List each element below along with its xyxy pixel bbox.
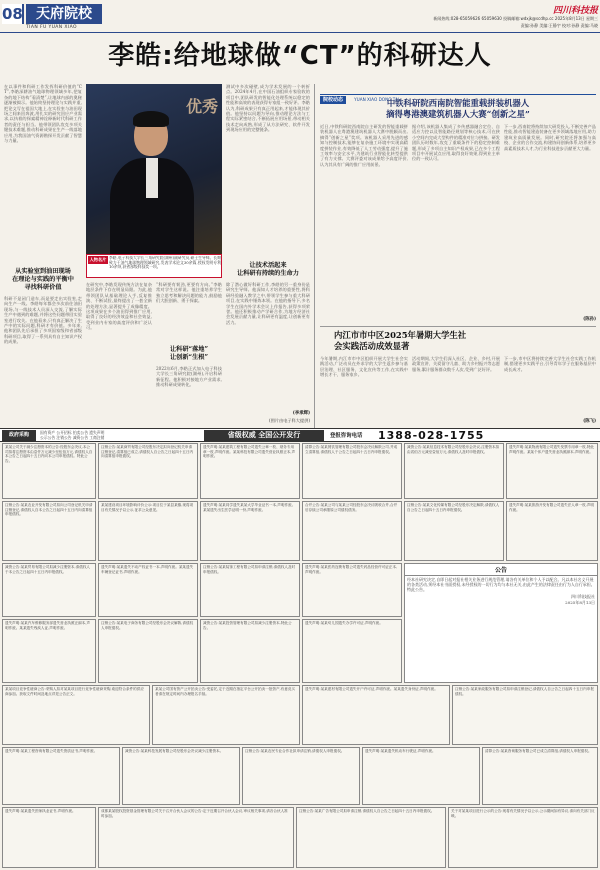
right-article-1-col3: 下一步,西南院将持续加大研发投入,不断完善产品性能,推动智能建造装备在更多领域落地应用,助力建筑业高质量发展。同时,研究院还将加强与高校、企业的合作交流,构建协同创新体系,培养更多高素质技术人才,为行业科技进步贡献更大力量。 [504,124,596,151]
section-title: 天府院校 [26,4,102,24]
editor-line: 新闻热线:028-65059626 65059630 投稿邮箱:wdxjk@scdhp.cc 2025年8月13日 星期三 [433,16,598,21]
photo-person-hair [133,111,169,127]
right-article-2-col1: 今年暑期,内江市市中区组织开展大学生社会实践活动,广泛动员在外求学的大学生返乡参与基层治理、社区服务、文化宣传等工作,在实践中增长才干、服务家乡。 [320,356,408,378]
classified-ad: 注销公告:某某商贸有限公司经股东决定拟向登记机关申请注销登记,清算组已成立,请债权人自公告之日起四十五日内向清算组申报债权。 [98,443,198,499]
paper-logo: 四川科技报 [552,6,598,16]
lead-col3b-text: 2022年6月,李皓正式加入电子科技大学长三角研究院(湖州),开启科研新征程。他积极对接地方产业需求,推动科研成果转化。 [156,366,222,388]
news-tag-label: 院校动态 [320,96,346,104]
classified-ad: 遗失声明:某某工程咨询有限公司遗失资质证书,声明作废。 [2,747,120,805]
lead-col2-text: 在研究中,李皓发现传统方法在复杂地层条件下存在明显局限。为此,他带领团队从基础理论入手,反复推演、不断试验,最终提出了一套全新的处理方法,显著提升了成像精度。这项成果在多个油田得到推广应用,取得了良好的经济效益和社会效益,受到业内专家的高度评价和广泛认可。 [86,282,152,331]
section-subtitle: TIAN FU YUAN XIAO [26,25,77,30]
ad-banner-left: 政府采购 [2,430,36,441]
ad-item: 公示公告 [40,435,56,441]
classified-ad: 遗失声明:某某幼儿园遗失办学许可证,声明作废。 [302,619,402,683]
ad-item: 工商注销 [89,435,105,441]
photo-person-shirt [146,158,158,198]
classified-ad: 遗失声明:某某建材有限公司遗失开户许可证,声明作废。某某遗失身份证,声明作废。 [302,685,450,745]
classified-ad: 某某公司国有资产公开拍卖公告:受委托,定于近期在指定平台公开拍卖一批资产,有意竞买者请在规定时间内办理报名手续。 [152,685,300,745]
profile-text: 李皓,电子科技大学长三角研究院(湖州)副研究员,硕士生导师。长期致力于油气地球物理领域研究,发表学术论文30余篇,授权发明专利10余项,获省部级科技奖一项。 [109,256,221,270]
classified-ad: 减资公告:某某信息技术有限公司经股东会决议,注册资本拟由贰佰万元减至壹佰万元,请债权人及时申报债权。 [404,443,504,499]
classified-ad: 遗失声明:某某遗失机动车行驶证,声明作废。 [362,747,480,805]
ad-item: 注销公告 [56,435,72,441]
notice-date: 2025年8月13日 [565,600,595,606]
ad-item: 减资公告 [72,435,88,441]
classified-ad: 清算公告:某某咨询服务有限公司已成立清算组,请债权人申报债权。 [482,747,598,805]
classified-ad: 某某项目竞争性磋商公告:采购人拟对某某项目进行竞争性磋商采购,欢迎符合条件的供应商参加。获取文件时间及地点详见公告正文。 [2,685,150,745]
classified-ad: 遗失声明:某某旅游开发有限公司遗失法人章一枚,声明作废。 [506,501,598,561]
notice-box [404,563,598,683]
ad-banner-phone-label: 登报咨询电话 [330,433,363,439]
classified-ad: 减资公告:某某投资管理有限公司拟减少注册资本,特此公告。 [200,619,300,683]
classified-ad: 关于对某某项目进行公示的公告:现将有关情况予以公示,公示期间如有异议,请向有关部门反映。 [448,807,598,868]
classified-ad: 遗失声明:某某汽车维修服务部遗失营业执照正副本,声明作废。某某遗失残疾人证,声明作废。 [2,619,96,683]
classified-ad: 注销公告:某某农民专业合作社拟申请注销,请债权人申报债权。 [242,747,360,805]
notice-org: 四川科技报社 [571,593,595,599]
news-tag-en: YUAN XIAO DONG TAI [354,97,400,102]
lead-photo-source: (图片由电子科大提供) [269,418,310,423]
ad-item: 拍卖公告 [72,430,88,435]
classified-grid [0,443,600,870]
ad-banner-middle: 省级权威 全国公开发行 [204,430,324,441]
editor-line-2: 责编:孙静 美编:王静宇 校对:孙静 责编:马晓 [520,23,598,28]
lead-byline: (李承辉) [292,411,310,416]
ad-item: 公开招标 [56,430,72,435]
right-credit-1: (陈孙) [583,317,596,322]
right-credit-2: (陈飞) [583,419,596,424]
profile-label: 人物名片 [89,257,107,262]
lead-col4b-text: 除了潜心做好科研工作,李皓的另一重身份是研究生导师。他深知人才培养的重要性,将科研经验融入教学之中,带领学生参与重大科研项目,在实践中锤炼本领。在他的指导下,多名学生在国内外学术会议上作报告,获得多项荣誉。他还积极推动产学研合作,为地方经济社会发展贡献力量,让科研更有温度,让创新更有活力。 [226,282,310,325]
classified-ad: 清算公告:某某餐饮管理有限公司股东会决议解散公司,并成立清算组,请债权人于公告之日起四十五日内申报债权。 [302,443,402,499]
lead-col1-text: 科研不是闭门造车,而是要走出实验室,走向生产一线。李皓每年都会多次前往油田现场,与一线技术人员深入交流,了解实际生产中遇到的难题,并将这些问题带回实验室进行攻关。在他看来,只有真正解决了生产中的实际问题,科研才有价值。多年来,他和团队先后承担了多项国家级和省部级科研项目,取得了一系列具有自主知识产权的成果。 [4,296,82,345]
lead-intro-text: 在以事件和科研工作发挥科研价值的“CT”,李皓深耕油气地球物理领域多年,把复杂的地下结构“看清楚”,让地球内部的奥秘逐渐被揭示。他始终坚持理论与实践并重,把论文写在祖国大地上,在实验室与油田现场之间来回奔波,用扎实的研究回应产业需求,以执着的探索精神诠释新时代科研工作者的责任与担当。他带领团队攻克多项关键技术难题,推动科研成果在生产一线落地应用,为我国油气资源勘探开发贡献了智慧与力量。 [4,84,82,144]
classified-ad: 合并公告:某某公司与某某公司经股东会决议吸收合并,合并后存续公司承继原公司债权债务。 [302,501,402,561]
subhead-lab-to-field: 从实验室到油田现场 在理论与实践的平衡中 寻找科研价值 [12,268,74,291]
news-tag [320,86,596,103]
photo-sign: 优秀 [186,97,219,116]
classified-ad: 注销公告:某某电子商务有限公司经股东会决议解散,请债权人申报债权。 [98,619,198,683]
classified-ad: 注销公告:某某农业开发有限公司拟向公司登记机关申请注销登记,请债权人自本公告之日起四十五日内向清算组申报债权。 [2,501,96,561]
ad-banner [0,428,600,442]
classified-ad: 注销公告:某某广告有限公司拟申请注销,请债权人自公告之日起四十五日内申报债权。 [296,807,446,868]
ad-banner-phone: 1388-028-1755 [378,429,485,442]
lead-photo [86,84,222,254]
lead-col4-text: 测试中多次碰壁,成为学术发展的一个转折点。2024年4月,在中国石油组织专家验收的项目中,团队研发的智能化处理系统以稳定的性能和高效的表现获得专家组一致好评。李皓认为,科研成果只有真正用起来,才能体现其价值。他坚持以问题为导向,推动理论方法与工程实际紧密结合,不断拓展应用场景,带动相关技术走向成熟,形成了从方法研究、软件开发到现场应用的完整链条。 [226,84,310,133]
classified-ad: 某某公司关于减少注册资本的公告:经股东会决议,本公司拟将注册资本由壹仟万元减少至伍佰万元,请债权人自本公告之日起四十五日内向本公司申报债权。特此公告。 [2,443,96,499]
right-article-2-col3: 下一步,市中区将持续完善大学生社会实践工作机制,搭建更多实践平台,引导青年学子在服务基层中成长成才。 [504,356,596,372]
classified-ad: 遗失声明:某某遗失不动产权证书一本,声明作废。某某遗失车辆登记证书,声明作废。 [98,563,198,617]
right-divider [320,326,596,327]
ad-item: 国有资产 [40,430,56,435]
masthead-rule [0,32,600,33]
classified-ad: 遗失声明:某某医药连锁有限公司遗失药品经营许可证正本,声明作废。 [302,563,402,617]
column-divider [314,84,315,428]
ad-banner-items [40,430,200,441]
right-article-2-col2: 活动期间,大学生们深入社区、企业、乡村,开展政策宣讲、关爱留守儿童、助力乡村振兴等志愿服务,累计服务群众数千人次,受到广泛好评。 [412,356,500,372]
classified-ad: 遗失声明:某某物流有限公司遗失发票专用章一枚,特此声明作废。某某个体户遗失营业执照副本,声明作废。 [506,443,598,499]
subhead-research-landing: 让科研“落地” 让创新“生根” [169,346,209,361]
classified-ad: 遗失声明:某某同学遗失某某大学毕业证书一本,声明作废。某某遗失出生医学证明一份,声明作废。 [200,501,300,561]
right-headline-2: 内江市市中区2025年暑期大学生社 会实践活动成效显著 [334,330,467,351]
masthead [0,0,600,34]
classified-ad: 减资公告:某某贸易有限公司拟减少注册资本,请债权人于本公告之日起四十五日内申报债权。 [2,563,96,617]
classified-ad: 遗失声明:某某遗失医师执业证书,声明作废。 [2,807,96,868]
classified-ad: 注销公告:某某家政服务有限公司拟申请注销登记,请债权人自公告之日起四十五日内申报债权。 [452,685,598,745]
right-headline-1: 中铁科研院西南院智能重载拼装机器人 摘得粤港澳建筑机器人大赛“创新之星” [386,98,530,119]
classified-ad: 成都某某股权投资基金管理有限公司关于召开合伙人会议的公告:定于近期召开合伙人会议,审议相关事项,请各合伙人准时参加。 [98,807,294,868]
notice-body: 经本社研究决定,自即日起对报社相关业务进行规范管理,请各有关单位和个人予以配合。凡以本社名义开展的各类活动,须经本社书面授权,未经授权的一切行为均与本社无关,由此产生的法律责任由行为人自行承担。特此公告。 [407,577,595,593]
lead-col3-text: “科研要有韧劲,更要有方向。”李皓常对学生这样说。他注重培养学生独立思考和解决问题的能力,鼓励他们大胆创新、勇于探索。 [156,282,222,304]
classified-ad: 注销公告:某某装饰工程有限公司拟申请注销,请债权人及时申报债权。 [200,563,300,617]
subhead-tech-alive: 让技术活起来 让科研有持续的生命力 [237,262,299,277]
classified-ad: 注销公告:某某文化传媒有限公司经股东决定解散,请债权人自公告之日起四十五日内申报债权。 [404,501,504,561]
profile-box [86,254,222,278]
right-article-1-col2: 据介绍,该机器人集成了多传感器融合定位、自适应力控以及智能路径规划等核心技术,可在狭小空间内完成大型构件的精准对位与拼接。研发团队历时数年,攻克了重载条件下的稳定控制难题,形成了多项自主知识产权成果,已在多个工程项目中开展试点应用,取得良好效果,得到业主单位的一致认可。 [412,124,500,162]
notice-title: 公告 [405,564,597,576]
classified-ad: 减资公告:某某科技发展有限公司经股东会决议减少注册资本。 [122,747,240,805]
classified-ad: 遗失声明:某某建筑工程有限公司遗失公章一枚、财务专用章一枚,声明作废。某某科技有限公司遗失营业执照正本,声明作废。 [200,443,300,499]
ad-item: 遗失声明 [89,430,105,435]
page-number: 08 [2,5,23,23]
lead-headline: 李皓:给地球做“CT”的科研达人 [108,41,492,71]
right-article-1-col1: 近日,中铁科研院西南院自主研发的智能重载拼装机器人在粤港澳建筑机器人大赛中脱颖而出,摘得“创新之星”奖项。该机器人采用先进的感知与控制技术,能够在复杂施工环境中实现高精度拼装作业,有效降低了人工劳动强度,提升了施工效率与安全水平,为建筑行业智能化转型提供了有力支撑。大赛评委对该成果给予高度评价,认为其具有广阔的推广应用前景。 [320,124,408,167]
classified-ad: 某某建设项目环境影响评价公示:项目位于某县某镇,现将项目有关情况予以公示,征求公众意见。 [98,501,198,561]
